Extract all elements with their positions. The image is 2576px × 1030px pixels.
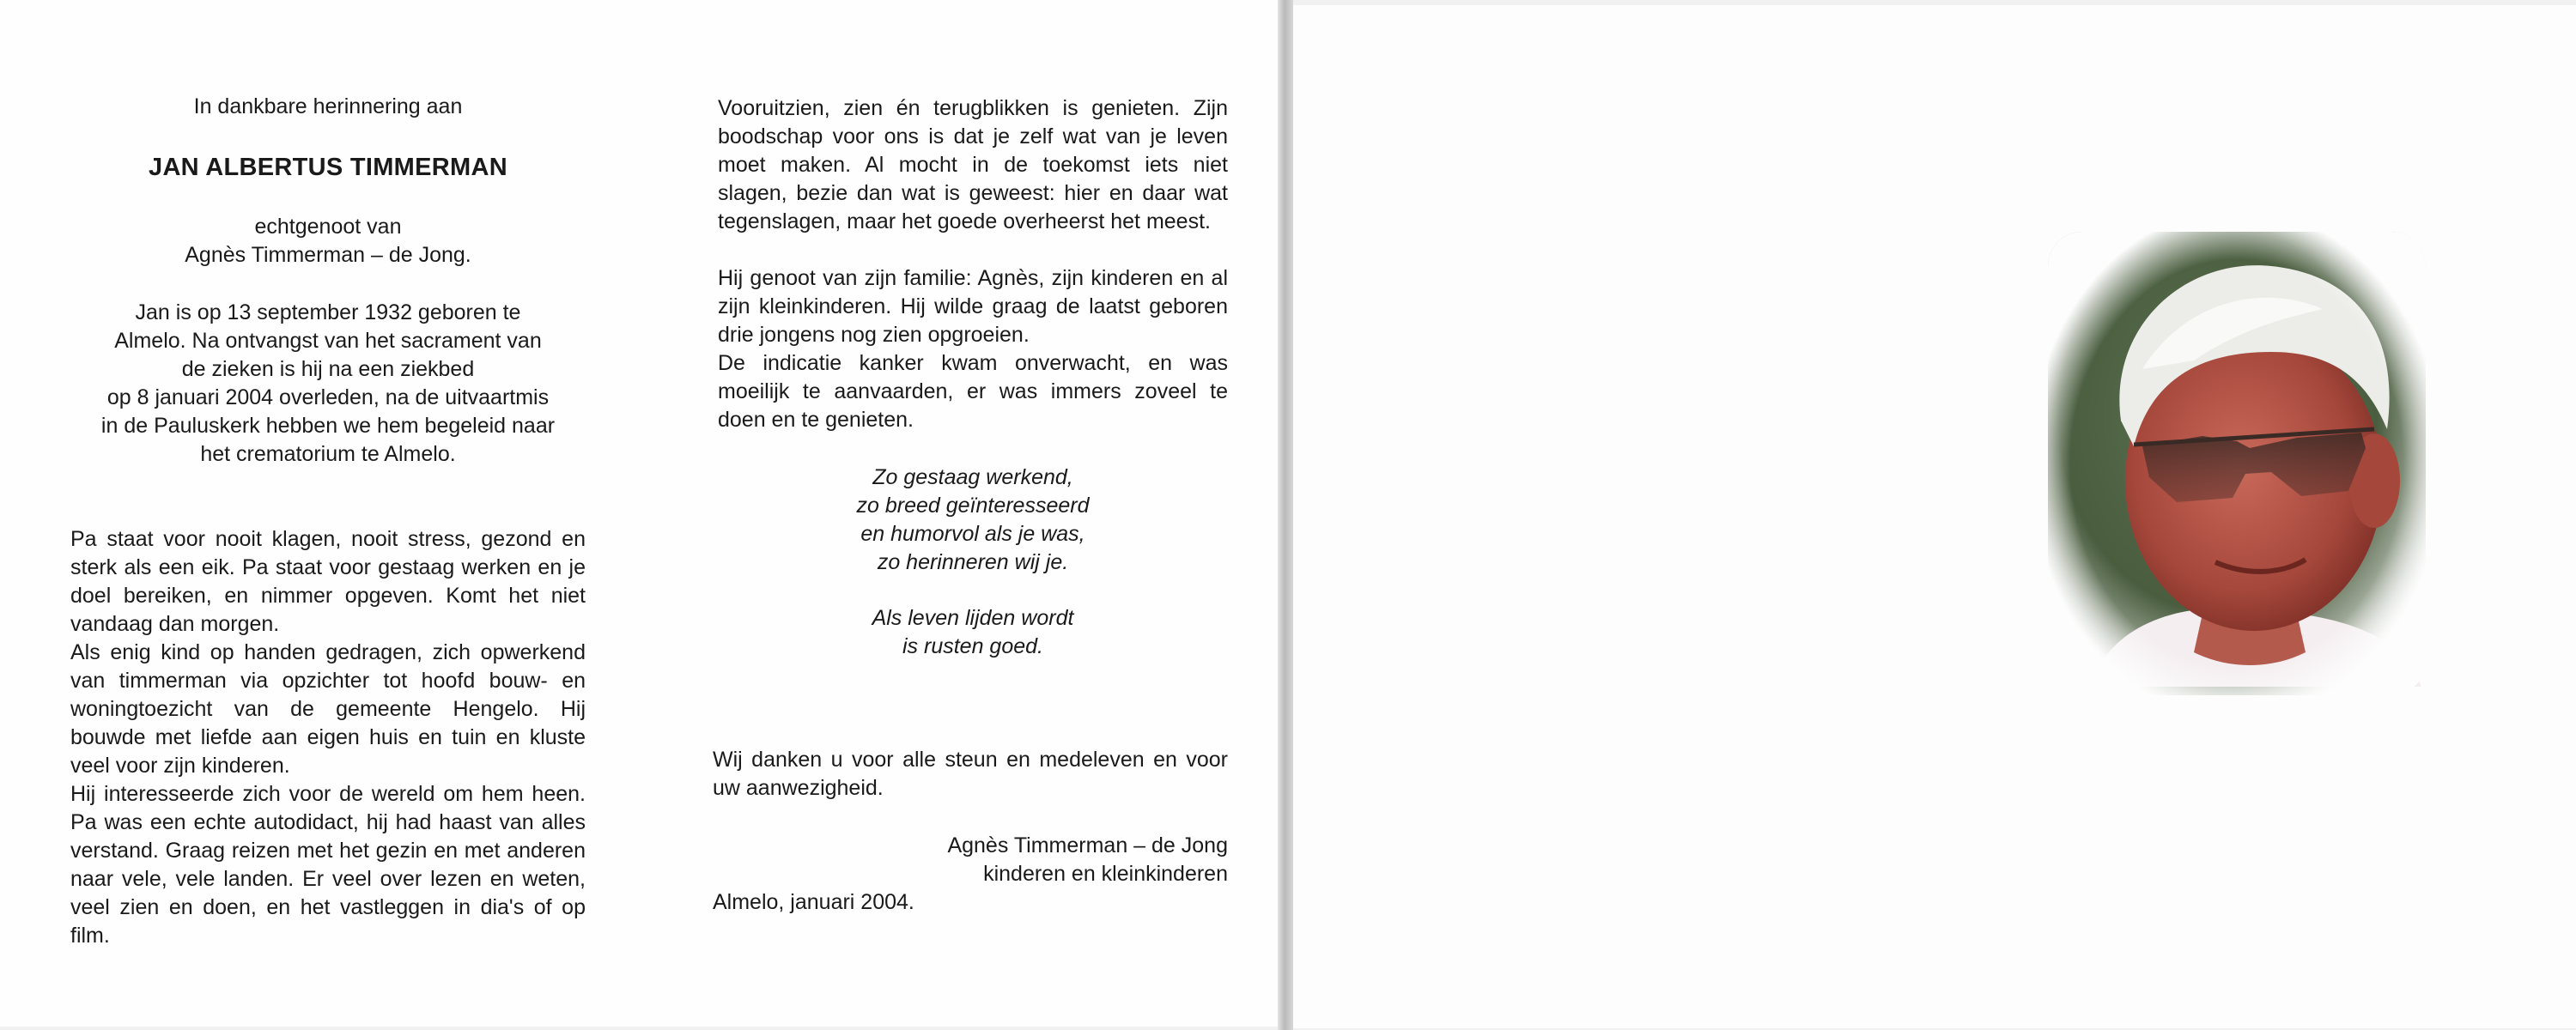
thanks-text: Wij danken u voor alle steun en medeleven en voor uw aanwezigheid. bbox=[713, 748, 1228, 800]
left-text-column bbox=[70, 93, 586, 950]
memorial-quote: Als leven lijden wordt is rusten goed. bbox=[872, 606, 1074, 658]
portrait-photo bbox=[2039, 223, 2434, 704]
tribute-paragraph-4: Vooruitzien, zien én terugblikken is genieten. Zijn boodschap voor ons is dat je zelf wat van je leven moet maken. Al mocht in de toekomst iets niet slagen, bezie dan wat is geweest: hier en daar wat tegenslagen, maar het goede overheerst het meest. bbox=[718, 96, 1228, 233]
tribute-paragraph-3: Hij interesseerde zich voor de wereld om hem heen. Pa was een echte autodidact, hij had haast van alles verstand. Graag reizen met het gezin en met anderen naar vele, vele landen. Er veel over lezen en weten, veel zien en doen, en het vastleggen in dia's of op film. bbox=[70, 782, 586, 948]
biography: Jan is op 13 september 1932 geboren te Almelo. Na ontvangst van het sacrament van de zieken is hij na een ziekbed op 8 januari 2004 overleden, na de uitvaartmis in de Pauluskerk hebben we hem begeleid naar het crematorium te Almelo. bbox=[100, 300, 556, 466]
place-date: Almelo, januari 2004. bbox=[713, 890, 914, 914]
tribute-paragraph-6: De indicatie kanker kwam onverwacht, en was moeilijk te aanvaarden, er was immers zoveel te doen en te genieten. bbox=[718, 351, 1228, 432]
tribute-paragraph-1: Pa staat voor nooit klagen, nooit stress, gezond en sterk als een eik. Pa staat voor gestaag werken en je doel bereiken, en nimmer opgeven. Komt het niet vandaag dan morgen. bbox=[70, 527, 586, 636]
card-fold bbox=[1278, 0, 1293, 1030]
spouse-name: Agnès Timmerman – de Jong. bbox=[185, 243, 471, 267]
memorial-poem: Zo gestaag werkend, zo breed geïnteresseerd en humorvol als je was, zo herinneren wij je. bbox=[856, 465, 1090, 574]
intro-line: In dankbare herinnering aan bbox=[193, 94, 463, 118]
tribute-paragraph-5: Hij genoot van zijn familie: Agnès, zijn kinderen en al zijn kleinkinderen. Hij wilde graag de laatst geboren drie jongens nog zien opgroeien. bbox=[718, 266, 1228, 347]
card-inner-spread bbox=[0, 0, 1286, 1027]
deceased-name: JAN ALBERTUS TIMMERMAN bbox=[149, 154, 507, 181]
signature: Agnès Timmerman – de Jong kinderen en kleinkinderen bbox=[947, 833, 1228, 886]
spouse-label: echtgenoot van bbox=[254, 215, 402, 239]
tribute-paragraph-2: Als enig kind op handen gedragen, zich opwerkend van timmerman via opzichter tot hoofd bouw- en woningtoezicht van de gemeente Hengelo. Hij bouwde met liefde aan eigen huis en tuin en kluste veel voor zijn kinderen. bbox=[70, 640, 586, 778]
right-text-column bbox=[713, 94, 1228, 917]
